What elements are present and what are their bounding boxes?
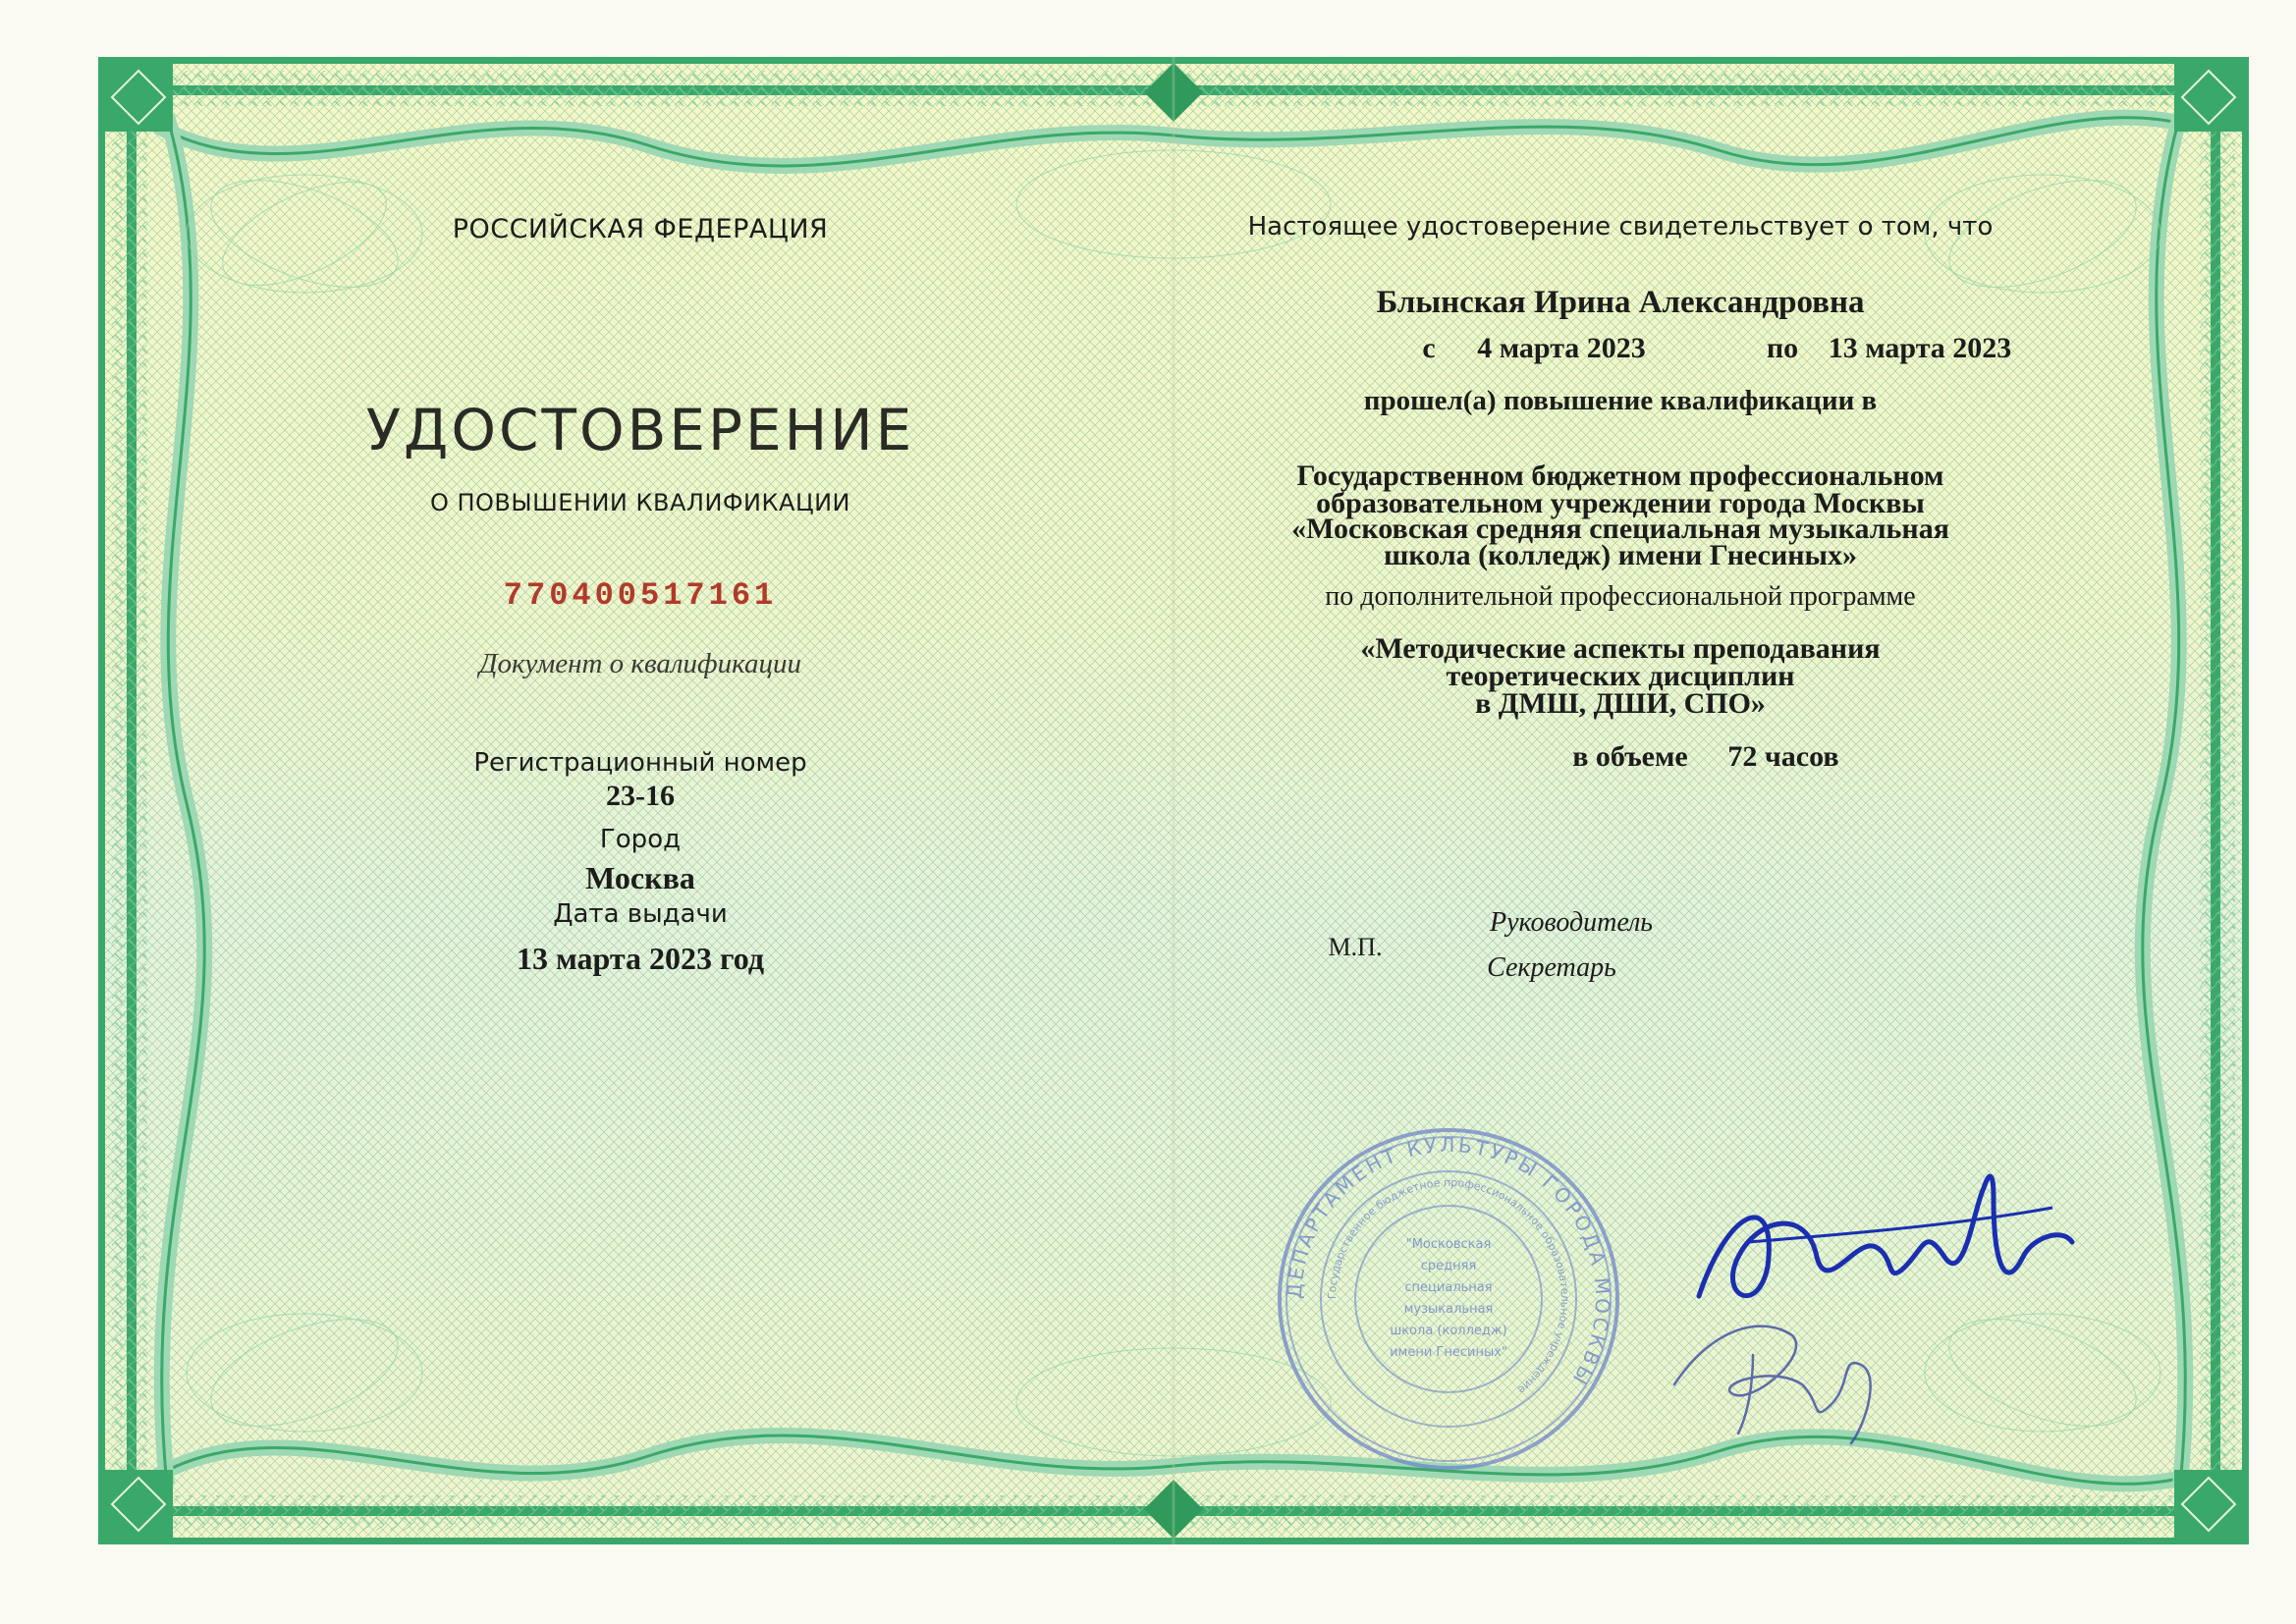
document-subtitle: О ПОВЫШЕНИИ КВАЛИФИКАЦИИ	[429, 489, 851, 516]
institution-line-4: школа (колледж) имени Гнесиных»	[1384, 539, 1857, 571]
mp-label: М.П.	[1328, 933, 1383, 961]
issue-date-value: 13 марта 2023 год	[516, 941, 765, 976]
stamp-outer-text: ДЕПАРТАМЕНТ КУЛЬТУРЫ ГОРОДА МОСКВЫ	[1282, 1132, 1615, 1391]
institution-line-1: Государственном бюджетном профессиональном	[1296, 460, 1944, 492]
secretary-label: Секретарь	[1487, 952, 1616, 983]
stamp-center-line: музыкальная	[1403, 1302, 1494, 1317]
institution-line-3: «Московская средняя специальная музыкальная	[1291, 513, 1949, 545]
document-type: Документ о квалификации	[479, 648, 801, 679]
period-to: 13 марта 2023	[1828, 332, 2012, 364]
volume-prefix: в объеме	[1572, 740, 1688, 773]
intro-text: Настоящее удостоверение свидетельствует о том, что	[1247, 212, 1994, 242]
reg-number-label: Регистрационный номер	[473, 748, 807, 778]
person-name: Блынская Ирина Александровна	[1376, 285, 1865, 320]
issue-date-label: Дата выдачи	[553, 899, 728, 929]
country-name: РОССИЙСКАЯ ФЕДЕРАЦИЯ	[452, 214, 829, 244]
stamp-center-line: "Московская	[1405, 1237, 1492, 1252]
period-from: 4 марта 2023	[1477, 332, 1646, 364]
program-line-3: в ДМШ, ДШИ, СПО»	[1475, 687, 1766, 720]
center-fold	[1172, 57, 1175, 1544]
program-line-1: «Методические аспекты преподавания	[1360, 632, 1881, 665]
head-label: Руководитель	[1489, 907, 1654, 938]
stamp-center-line: средняя	[1420, 1259, 1477, 1273]
stamp-center-line: специальная	[1404, 1280, 1493, 1295]
period-to-prefix: по	[1766, 332, 1799, 364]
reg-number-value: 23-16	[606, 780, 675, 812]
stamp-center-line: имени Гнесиных"	[1390, 1345, 1507, 1360]
serial-number: 770400517161	[503, 577, 778, 614]
document-title: УДОСТОВЕРЕНИЕ	[365, 397, 915, 463]
secretary-signature	[1655, 1296, 1930, 1453]
stamp-center-line: школа (колледж)	[1390, 1324, 1507, 1338]
official-stamp	[1272, 1122, 1625, 1476]
stamp-inner-text: Государственное бюджетное профессиональное образовательное учреждение	[1325, 1175, 1572, 1397]
passed-text: прошел(а) повышение квалификации в	[1363, 385, 1878, 416]
period-from-prefix: с	[1422, 332, 1436, 364]
program-line-2: теоретических дисциплин	[1446, 660, 1795, 692]
institution-line-2: образовательном учреждении города Москвы	[1316, 487, 1925, 519]
volume-value: 72 часов	[1727, 740, 1839, 773]
city-value: Москва	[585, 860, 695, 895]
city-label: Город	[599, 825, 682, 854]
program-intro: по дополнительной профессиональной программе	[1325, 581, 1916, 612]
